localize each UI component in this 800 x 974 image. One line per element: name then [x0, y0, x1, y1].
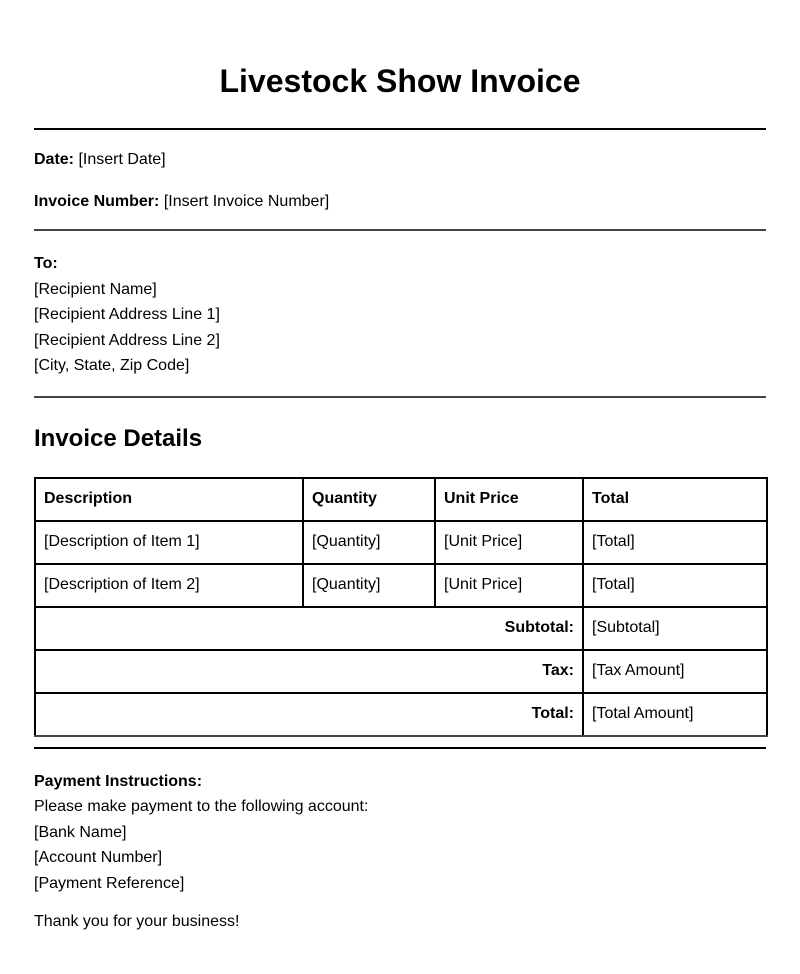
- invoice-meta: [34, 130, 766, 229]
- invoice-number-label: Invoice Number:: [34, 193, 160, 210]
- item-unit-price: [Unit Price]: [435, 564, 583, 607]
- date-label: Date:: [34, 151, 75, 168]
- item-total: [Total]: [583, 521, 767, 564]
- payment-intro: Please make payment to the following account:: [34, 798, 369, 816]
- recipient-city-state-zip: [City, State, Zip Code]: [34, 357, 190, 375]
- account-number: [Account Number]: [34, 849, 163, 867]
- column-header-quantity: Quantity: [303, 478, 435, 521]
- table-row: [35, 564, 767, 607]
- recipient-block: [34, 231, 766, 396]
- invoice-items-table: [34, 477, 768, 737]
- invoice-number-value: [Insert Invoice Number]: [163, 193, 330, 210]
- item-unit-price: [Unit Price]: [435, 521, 583, 564]
- column-header-total: Total: [583, 478, 767, 521]
- item-description: [Description of Item 2]: [35, 564, 303, 607]
- invoice-number-line: [34, 192, 766, 212]
- subtotal-row: [35, 607, 767, 650]
- item-quantity: [Quantity]: [303, 521, 435, 564]
- subtotal-label: Subtotal:: [35, 607, 583, 650]
- payment-instructions: [34, 749, 766, 897]
- table-row: [35, 521, 767, 564]
- tax-label: Tax:: [35, 650, 583, 693]
- recipient-label: To:: [34, 255, 58, 272]
- item-quantity: [Quantity]: [303, 564, 435, 607]
- bank-name: [Bank Name]: [34, 823, 127, 841]
- column-header-description: Description: [35, 478, 303, 521]
- tax-value: [Tax Amount]: [583, 650, 767, 693]
- grand-total-row: [35, 693, 767, 736]
- date-value: [Insert Date]: [78, 151, 166, 168]
- item-description: [Description of Item 1]: [35, 521, 303, 564]
- recipient-name: [Recipient Name]: [34, 280, 157, 298]
- payment-instructions-label: Payment Instructions:: [34, 772, 203, 790]
- date-line: [34, 150, 766, 170]
- tax-row: [35, 650, 767, 693]
- column-header-unit-price: Unit Price: [435, 478, 583, 521]
- payment-reference: [Payment Reference]: [34, 874, 185, 892]
- item-total: [Total]: [583, 564, 767, 607]
- recipient-address-line-2: [Recipient Address Line 2]: [34, 331, 220, 349]
- recipient-address-line-1: [Recipient Address Line 1]: [34, 306, 220, 324]
- invoice-details-heading: Invoice Details: [34, 424, 203, 452]
- subtotal-value: [Subtotal]: [583, 607, 767, 650]
- page-title: Livestock Show Invoice: [219, 63, 581, 99]
- thank-you-note: Thank you for your business!: [34, 913, 240, 931]
- table-header-row: [35, 478, 767, 521]
- grand-total-label: Total:: [35, 693, 583, 736]
- grand-total-value: [Total Amount]: [583, 693, 767, 736]
